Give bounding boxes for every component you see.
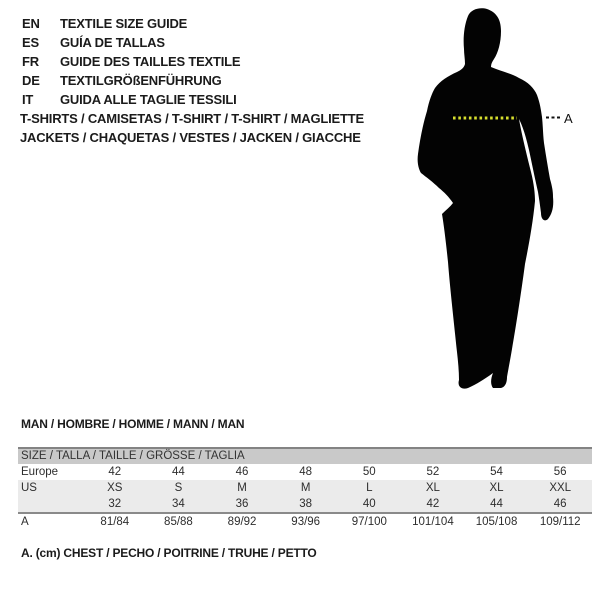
table-cell: XXL — [549, 482, 572, 494]
table-cell: 40 — [362, 498, 376, 510]
language-code: IT — [22, 92, 34, 107]
table-cell: 42 — [426, 498, 440, 510]
language-row-es — [22, 33, 240, 52]
table-cell: 105/108 — [475, 516, 518, 528]
table-cell: 46 — [553, 498, 567, 510]
table-cell: 109/112 — [539, 516, 581, 528]
table-row-europe — [18, 464, 592, 480]
table-cell: XL — [489, 482, 504, 494]
measurement-footnote: A. (cm) CHEST / PECHO / POITRINE / TRUHE / PETTO — [21, 546, 317, 560]
table-cell: M — [237, 482, 247, 494]
table-cell: XL — [425, 482, 440, 494]
size-table — [18, 447, 592, 528]
row-label: US — [21, 482, 37, 494]
language-title: TEXTILGRÖßENFÜHRUNG — [60, 73, 222, 88]
measurement-label-a: A — [564, 111, 573, 126]
table-cell: 44 — [490, 498, 503, 510]
table-cell: 44 — [172, 466, 185, 478]
language-title: GUÍA DE TALLAS — [60, 35, 165, 50]
table-cell: M — [300, 482, 311, 494]
table-row-chest-cm — [18, 512, 592, 528]
language-code: DE — [22, 73, 40, 88]
row-label: A — [21, 516, 29, 528]
table-cell: 54 — [490, 466, 503, 478]
table-cell: 32 — [108, 498, 122, 510]
table-cell: S — [174, 482, 183, 494]
language-row-it — [22, 90, 240, 109]
table-cell: XS — [107, 482, 123, 494]
language-code: FR — [22, 54, 39, 69]
size-table-header: SIZE / TALLA / TAILLE / GRÖSSE / TAGLIA — [18, 449, 592, 464]
table-cell: 89/92 — [227, 516, 257, 528]
language-title: TEXTILE SIZE GUIDE — [60, 16, 188, 31]
language-title: GUIDE DES TAILLES TEXTILE — [60, 54, 241, 69]
language-row-en — [22, 14, 240, 33]
table-cell: 34 — [172, 498, 185, 510]
table-cell: 36 — [235, 498, 249, 510]
row-label — [18, 496, 83, 512]
language-code: ES — [22, 35, 39, 50]
measurement-figure — [395, 0, 600, 400]
row-label: Europe — [21, 466, 59, 478]
table-cell: 56 — [553, 466, 567, 478]
section-title-man: MAN / HOMBRE / HOMME / MANN / MAN — [21, 417, 245, 431]
table-cell: 85/88 — [164, 516, 193, 528]
table-row-us-numeric — [18, 496, 592, 512]
table-row-us — [18, 480, 592, 496]
language-row-de — [22, 71, 240, 90]
garment-line-tshirts: T-SHIRTS / CAMISETAS / T-SHIRT / T-SHIRT / MAGLIETTE — [20, 111, 364, 126]
table-cell: 93/96 — [291, 516, 321, 528]
table-cell: 97/100 — [351, 516, 387, 528]
table-cell: 50 — [362, 466, 376, 478]
table-cell: 42 — [108, 466, 122, 478]
table-cell: 46 — [235, 466, 249, 478]
table-cell: 101/104 — [412, 516, 454, 528]
garment-category-list — [20, 109, 364, 147]
language-list — [22, 14, 240, 109]
table-cell: 52 — [426, 466, 440, 478]
language-title: GUIDA ALLE TAGLIE TESSILI — [60, 92, 237, 107]
table-cell: L — [366, 482, 373, 494]
table-cell: 38 — [299, 498, 313, 510]
table-cell: 48 — [299, 466, 313, 478]
language-code: EN — [22, 16, 40, 31]
garment-line-jackets: JACKETS / CHAQUETAS / VESTES / JACKEN / GIACCHE — [20, 130, 361, 145]
language-row-fr — [22, 52, 240, 71]
table-cell: 81/84 — [100, 516, 130, 528]
man-silhouette — [418, 8, 554, 388]
